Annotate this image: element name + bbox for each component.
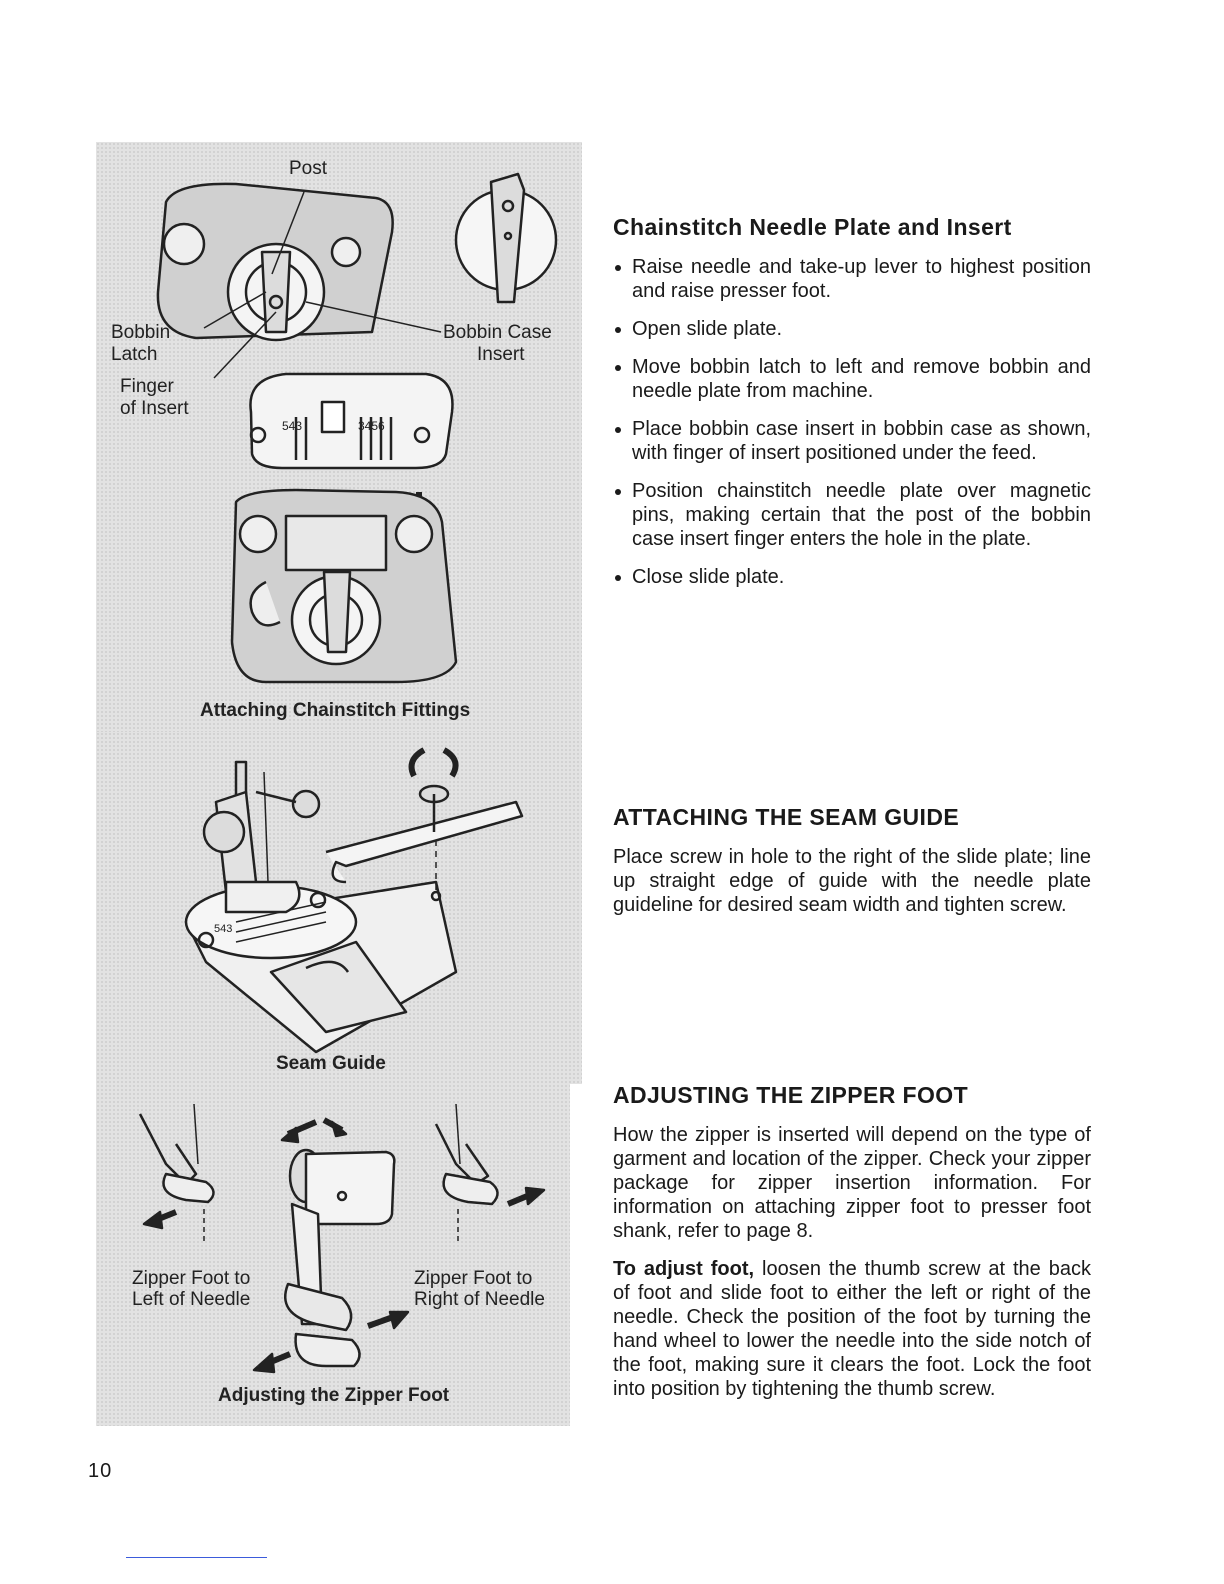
- page-number: 10: [88, 1460, 113, 1482]
- bullet-dot: [615, 265, 621, 271]
- bullet-dot: [615, 327, 621, 333]
- plate-number-left: 543: [282, 419, 303, 433]
- list-item: [613, 255, 1091, 303]
- figure-chainstitch-fittings: [96, 142, 582, 732]
- seam-guide-paragraph: Place screw in hole to the right of the slide plate; line up straight edge of guide with the needle plate guideline for desired seam width and tighten screw.: [613, 846, 1091, 916]
- step-text: Close slide plate.: [632, 566, 785, 588]
- zipper-paragraph-2: [613, 1257, 1091, 1401]
- seam-plate-numbers: 543: [214, 923, 233, 935]
- zipper-paragraph-2-text: loosen the thumb screw at the back of foot and slide foot to either the left or right of the needle. Check the position of the foot by turning the hand wheel to lower the needle into the side notch of the foot, making sure it clears the foot. Lock the foot into position by tightening the thumb screw.: [613, 1258, 1091, 1400]
- label-zipper-left-2: Left of Needle: [132, 1289, 251, 1310]
- list-item: [613, 565, 1091, 589]
- plate-number-right: 3456: [358, 419, 385, 433]
- bullet-dot: [615, 365, 621, 371]
- label-finger-2: of Insert: [120, 398, 189, 419]
- bullet-dot: [615, 575, 621, 581]
- label-post: Post: [289, 158, 328, 179]
- section-zipper-foot: [613, 1082, 1091, 1415]
- step-text: Move bobbin latch to left and remove bobbin and needle plate from machine.: [632, 356, 1091, 402]
- label-bobbin-case-2: Insert: [477, 344, 525, 365]
- label-finger-1: Finger: [120, 376, 174, 397]
- zipper-bold-lead: To adjust foot,: [613, 1258, 755, 1280]
- footer-rule: [126, 1557, 267, 1558]
- list-item: [613, 317, 1091, 341]
- chainstitch-illustration: [96, 142, 582, 732]
- bullet-dot: [615, 489, 621, 495]
- list-item: [613, 479, 1091, 551]
- step-text: Open slide plate.: [632, 318, 783, 340]
- zipper-foot-illustration: [96, 1084, 570, 1426]
- bullet-dot: [615, 427, 621, 433]
- label-bobbin-latch-1: Bobbin: [111, 322, 171, 343]
- label-zipper-right-1: Zipper Foot to: [414, 1268, 533, 1289]
- caption-chainstitch: Attaching Chainstitch Fittings: [200, 700, 471, 721]
- section-chainstitch: [613, 214, 1091, 603]
- caption-seam-guide: Seam Guide: [276, 1053, 386, 1074]
- heading-seam-guide: ATTACHING THE SEAM GUIDE: [613, 804, 960, 830]
- chainstitch-steps: [613, 255, 1091, 589]
- seam-guide-illustration: [96, 732, 582, 1084]
- step-text: Position chainstitch needle plate over magnetic pins, making certain that the post of the bobbin case insert finger enters the hole in the plate.: [632, 480, 1091, 550]
- label-zipper-left-1: Zipper Foot to: [132, 1268, 251, 1289]
- figure-seam-guide: [96, 732, 582, 1084]
- label-bobbin-case-1: Bobbin Case: [443, 322, 552, 343]
- list-item: [613, 355, 1091, 403]
- heading-zipper-foot: ADJUSTING THE ZIPPER FOOT: [613, 1082, 969, 1108]
- zipper-paragraph-1: How the zipper is inserted will depend on the type of garment and location of the zipper. Check your zipper package for zipper insertion information. For information on attaching zipper foot to presser foot shank, refer to page 8.: [613, 1124, 1091, 1242]
- step-text: Raise needle and take-up lever to highest position and raise presser foot.: [632, 256, 1091, 302]
- step-text: Place bobbin case insert in bobbin case as shown, with finger of insert positioned under the feed.: [632, 418, 1091, 464]
- label-zipper-right-2: Right of Needle: [414, 1289, 545, 1310]
- list-item: [613, 417, 1091, 465]
- label-bobbin-latch-2: Latch: [111, 344, 158, 365]
- figure-zipper-foot: [96, 1084, 570, 1426]
- caption-zipper-foot: Adjusting the Zipper Foot: [218, 1385, 450, 1406]
- section-seam-guide: [613, 804, 1091, 931]
- heading-chainstitch: Chainstitch Needle Plate and Insert: [613, 214, 1012, 240]
